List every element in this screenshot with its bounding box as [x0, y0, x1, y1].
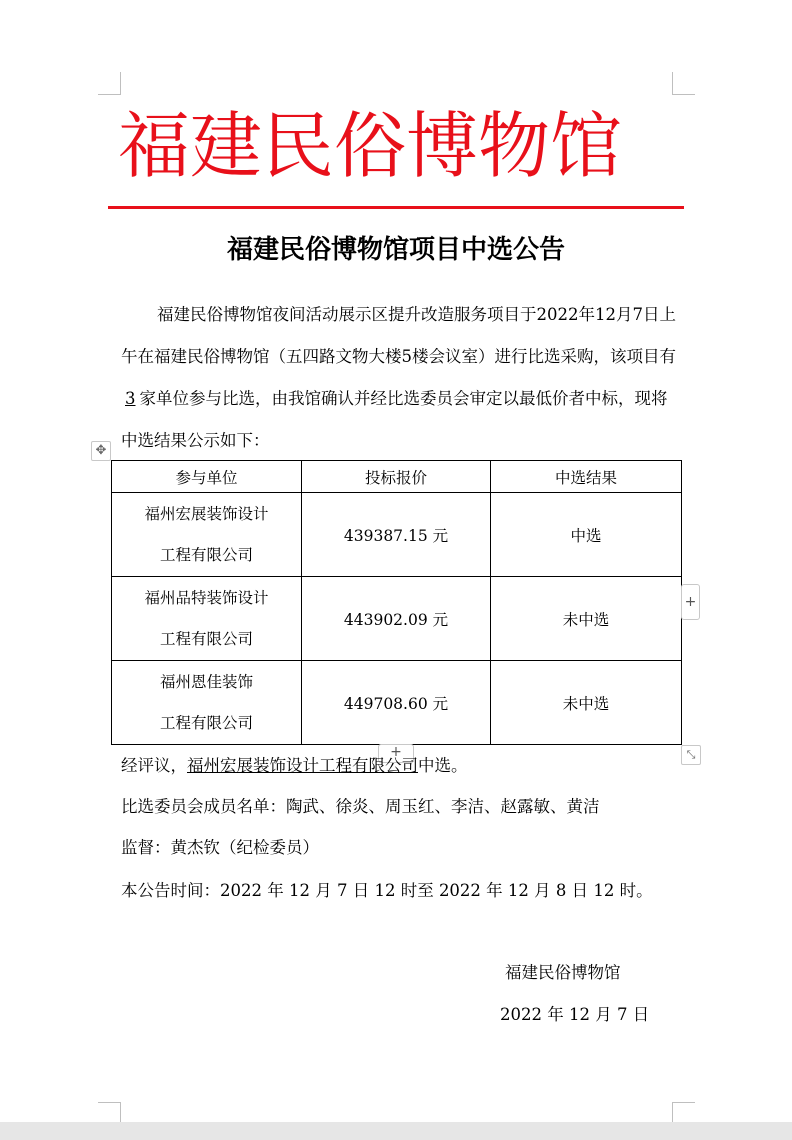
table-row — [112, 577, 682, 661]
crop-mark-top-right — [672, 72, 695, 95]
intro-text-before: 福建民俗博物馆夜间活动展示区提升改造服务项目于2022年12月7日上午在福建民俗博物馆（五四路文物大楼5楼会议室）进行比选采购，该项目有 — [121, 305, 676, 366]
header-price: 投标报价 — [302, 461, 491, 493]
committee-line: 比选委员会成员名单：陶武、徐炎、周玉红、李洁、赵露敏、黄洁 — [121, 797, 600, 816]
conclusion-prefix: 经评议， — [121, 756, 187, 775]
result-cell: 中选 — [491, 493, 682, 577]
unit-cell — [112, 577, 302, 661]
table-row — [112, 493, 682, 577]
document-title: 福建民俗博物馆项目中选公告 — [226, 235, 565, 265]
price-cell: 443902.09 元 — [302, 577, 491, 661]
notice-period-line: 本公告时间：2022 年 12 月 7 日 12 时至 2022 年 12 月 8 日 12 时。 — [121, 881, 653, 900]
table-move-handle[interactable] — [91, 441, 111, 461]
crop-mark-top-left — [98, 72, 121, 95]
move-icon: ✥ — [95, 443, 107, 458]
unit-line1: 福州恩佳装饰 — [159, 672, 253, 691]
header-unit: 参与单位 — [112, 461, 302, 493]
conclusion-line — [121, 751, 681, 781]
result-cell: 未中选 — [491, 577, 682, 661]
signature-date: 2022 年 12 月 7 日 — [500, 1005, 650, 1024]
conclusion-suffix: 中选。 — [418, 756, 468, 775]
price-cell: 449708.60 元 — [302, 661, 491, 745]
resize-icon: ⤡ — [686, 748, 696, 761]
price-cell: 439387.15 元 — [302, 493, 491, 577]
unit-line2: 工程有限公司 — [159, 545, 253, 564]
letterhead: 福建民俗博物馆 — [118, 104, 623, 188]
add-column-button[interactable] — [681, 584, 700, 620]
header-result: 中选结果 — [491, 461, 682, 493]
table-header-row — [112, 461, 682, 493]
unit-line1: 福州品特装饰设计 — [144, 588, 269, 607]
participant-count: 3 — [125, 389, 136, 408]
intro-paragraph — [121, 294, 677, 462]
table-row — [112, 661, 682, 745]
result-cell: 未中选 — [491, 661, 682, 745]
unit-line1: 福州宏展装饰设计 — [144, 504, 269, 523]
signature-org: 福建民俗博物馆 — [505, 963, 621, 982]
plus-icon: + — [684, 594, 697, 610]
unit-line2: 工程有限公司 — [159, 629, 253, 648]
table-resize-handle[interactable] — [681, 745, 701, 765]
unit-line2: 工程有限公司 — [159, 713, 253, 732]
results-table — [111, 460, 682, 745]
supervisor-line: 监督：黄杰钦（纪检委员） — [121, 838, 319, 857]
winner-name: 福州宏展装饰设计工程有限公司 — [187, 756, 418, 775]
unit-cell — [112, 661, 302, 745]
page-bottom-gutter — [0, 1122, 792, 1140]
letterhead-rule — [108, 206, 684, 209]
intro-text-after: 家单位参与比选，由我馆确认并经比选委员会审定以最低价者中标，现将中选结果公示如下： — [121, 389, 668, 450]
plus-icon: + — [390, 744, 402, 760]
unit-cell — [112, 493, 302, 577]
